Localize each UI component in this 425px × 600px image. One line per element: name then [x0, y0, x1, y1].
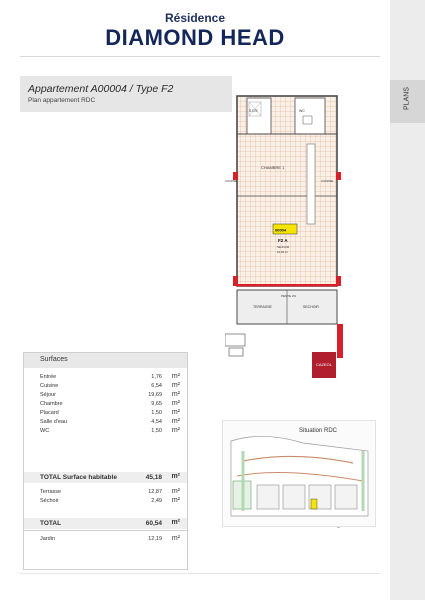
wc-label: WC: [299, 109, 305, 113]
sdb-label: S.D'E: [249, 109, 258, 113]
floor-plan: [225, 86, 350, 369]
marker-right: [336, 172, 341, 180]
surface-row: Placard 1,50 m²: [40, 409, 180, 416]
sejour-area: 19,69 m²: [277, 250, 289, 254]
situation-map: [222, 420, 376, 527]
sejour-label: SEJOUR: [277, 245, 290, 249]
page-header: [0, 0, 390, 58]
kitchen-counter: [307, 144, 315, 224]
extra-row: Séchoir 2,49 m²: [40, 497, 180, 504]
cuisine-left-label: CUISINE: [225, 179, 238, 183]
divider: [24, 530, 187, 531]
garden-row: Jardin 12,19 m²: [40, 535, 180, 542]
pente-label: PENTE 2%: [281, 294, 297, 298]
surface-row: Chambre 9,65 m²: [40, 400, 180, 407]
footer-divider: [20, 573, 380, 574]
apartment-title: Appartement A00004 / Type F2: [28, 83, 174, 95]
type-label: F2 A: [278, 238, 288, 243]
surfaces-title: Surfaces: [40, 356, 68, 363]
surface-row: Séjour 19,69 m²: [40, 391, 180, 398]
surface-row: Salle d'eau 4,54 m²: [40, 418, 180, 425]
terrasse-label: TERRASSE: [253, 305, 272, 309]
chambre-label: CHAMBRE 1: [261, 165, 285, 170]
unit-location-marker: [311, 499, 317, 509]
unit-code: 00004: [275, 227, 287, 233]
page-title: DIAMOND HEAD: [105, 25, 285, 50]
situation-label: Situation RDC: [299, 428, 338, 434]
surface-row: Cuisine 6,54 m²: [40, 382, 180, 389]
sechoir-label: SECHOIR: [303, 305, 319, 309]
surface-row: Entrée 1,76 m²: [40, 373, 180, 380]
brand-logo: CAZEOL: [312, 352, 336, 378]
extra-row: Terrasse 12,87 m²: [40, 488, 180, 495]
total-habitable-row: TOTAL Surface habitable 45,18 m²: [40, 473, 180, 481]
surface-row: WC 1,50 m²: [40, 427, 180, 434]
residence-label: Résidence: [164, 11, 226, 25]
apartment-subtitle: Plan appartement RDC: [28, 97, 96, 104]
total-row: TOTAL 60,54 m²: [40, 519, 180, 527]
tab-plans-label: PLANS: [403, 87, 411, 110]
header-divider: [20, 56, 380, 57]
cuisine-right-label: CUISINE: [321, 179, 334, 183]
situation-plan-drawing: [223, 421, 375, 526]
surfaces-panel: [23, 352, 188, 570]
